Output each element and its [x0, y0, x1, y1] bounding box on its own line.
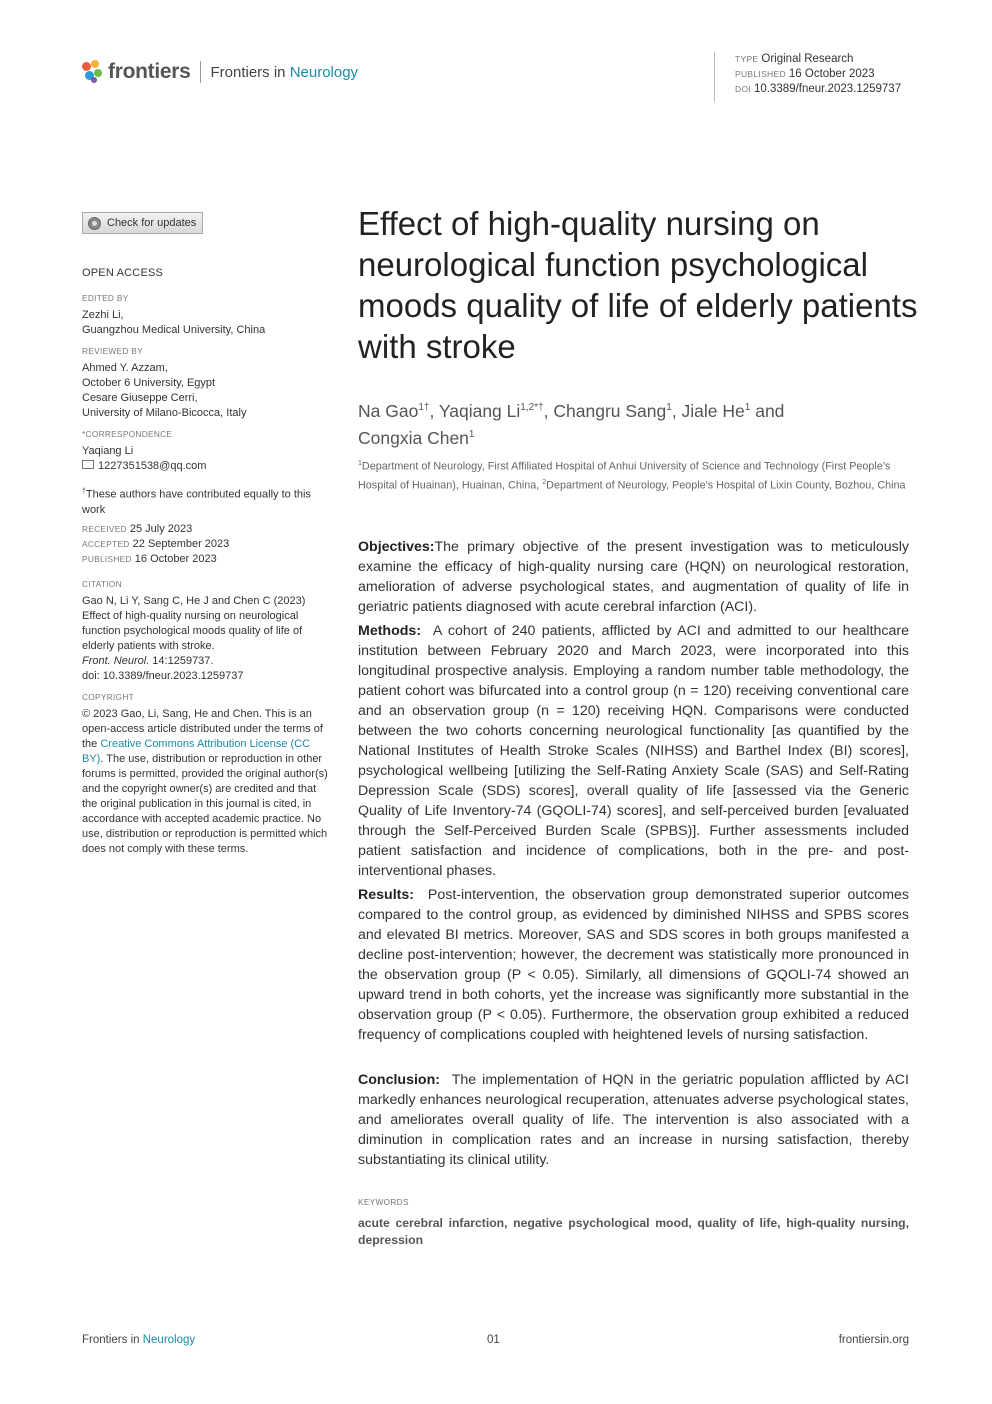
- author: Na Gao: [358, 400, 419, 421]
- edited-by-heading: EDITED BY: [82, 293, 129, 303]
- reviewed-by-heading: REVIEWED BY: [82, 346, 143, 356]
- copyright-text: © 2023 Gao, Li, Sang, He and Chen. This is an open-access article distributed under the terms of the Creative Commons Attribution License (CC BY). The use, distribution or reproduction in other forums is permitted, provided the original author(s) and the copyright owner(s) are credited and that the original publication in this journal is cited, in accordance with accepted academic practice. No use, distribution or reproduction is permitted which does not comply with these terms.: [82, 708, 328, 855]
- copyright-heading: COPYRIGHT: [82, 692, 135, 702]
- check-updates-label: Check for updates: [107, 217, 197, 229]
- logo-divider: [200, 61, 201, 83]
- date-published: PUBLISHED 16 October 2023: [82, 553, 217, 565]
- affiliations: $^1$Department of Neurology, First Affiliated Hospital of Anhui University of Science and Technology (First People's Hospital of Huainan), Huainan, China, $^2$Department of Neurology, People's Hospital of Lixin County, Bozhou, China: [358, 460, 906, 492]
- keywords-heading: KEYWORDS: [358, 1197, 409, 1207]
- article-title: Effect of high-quality nursing on neurological function psychological moods quality of life of elderly patients with stroke: [358, 205, 918, 365]
- reviewer-1-name: Ahmed Y. Azzam,: [82, 362, 168, 374]
- meta-type: TYPE Original Research: [735, 53, 854, 65]
- page-number: 01: [487, 1334, 500, 1346]
- reviewer-2-name: Cesare Giuseppe Cerri,: [82, 392, 198, 404]
- brand-name: frontiers: [108, 60, 191, 83]
- correspondence-email-row: [82, 459, 334, 474]
- open-access-label: OPEN ACCESS: [82, 267, 164, 279]
- author: Congxia Chen: [358, 427, 469, 448]
- citation-text: Gao N, Li Y, Sang C, He J and Chen C (2023) Effect of high-quality nursing on neurological function psychological moods quality of life of elderly patients with stroke. Front. Neurol. 14:1259737. doi: 10.3389/fneur.2023.1259737: [82, 595, 306, 682]
- footer-site-link[interactable]: frontiersin.org: [838, 1334, 909, 1346]
- reviewer-2-affiliation: University of Milano-Bicocca, Italy: [82, 407, 247, 419]
- citation-section: [82, 577, 334, 684]
- reviewed-by-section: [82, 344, 334, 421]
- journal-title: Frontiers in Neurology: [210, 63, 359, 81]
- abstract-methods: Methods: A cohort of 240 patients, afflicted by ACI and admitted to our healthcare institution between February 2020 and March 2023, were incorporated into this longitudinal prospective analysis. Employing a random number table methodology, the patient cohort was bifurcated into a control group (n = 120) receiving conventional care and an observation group (n = 120) receiving HQN. Comparisons were conducted between the two cohorts concerning neurological functionality [as quantified by the National Institutes of Health Stroke Scales (NIHSS) and Barthel Index (BI) scores], psychological wellbeing [utilizing the Self-Rating Anxiety Scale (SAS) and Self-Rating Depression Scale (SDS) scores], overall quality of life [assessed via the Generic Quality of Life Inventory-74 (GQOLI-74) scores], and self-perceived burden [evaluated through the Self-Perceived Burden Scale (SPBS)]. Further assessments included patient satisfaction and incidence of complications, both in the pre- and post-interventional phases.: [358, 623, 910, 879]
- author: Changru Sang: [553, 400, 667, 421]
- keywords: acute cerebral infarction, negative psychological mood, quality of life, high-quality nursing, depression: [358, 1216, 909, 1247]
- envelope-icon: [82, 460, 94, 469]
- editor-name: Zezhi Li,: [82, 309, 124, 321]
- abstract-results: Results: Post-intervention, the observation group demonstrated superior outcomes compared to the control group, as evidenced by diminished NIHSS and SPBS scores and elevated BI metrics. Moreover, SAS and SDS scores in both groups manifested a decline post-intervention; however, the decrement was statistically more pronounced in the observation group (P < 0.05). Similarly, all dimensions of GQOLI-74 showed an upward trend in both cohorts, yet the increase was significantly more substantial in the observation group (P < 0.05). Furthermore, the observation group exhibited a reduced frequency of complications coupled with heightened levels of nursing satisfaction.: [358, 887, 909, 1043]
- citation-heading: CITATION: [82, 579, 122, 589]
- frontiers-mark-icon: [82, 60, 104, 84]
- edited-by-section: [82, 291, 334, 338]
- author-list: Na Gao$^{1\dagger}$, Yaqiang $Li^{1,2*\dagger}$, Changru Sang$^1$, Jiale He$^1$ and Congxia Chen$^1$: [358, 400, 785, 448]
- copyright-section: [82, 690, 334, 857]
- correspondence-heading: *CORRESPONDENCE: [82, 429, 173, 439]
- article-meta: [714, 52, 901, 102]
- frontiers-logo[interactable]: [82, 60, 358, 84]
- editor-affiliation: Guangzhou Medical University, China: [82, 324, 266, 336]
- correspondence-section: [82, 427, 334, 474]
- reviewer-1-affiliation: October 6 University, Egypt: [82, 377, 216, 389]
- meta-published: PUBLISHED 16 October 2023: [735, 68, 875, 80]
- equal-contribution-note: †These authors have contributed equally to this work: [82, 488, 311, 516]
- check-updates-button[interactable]: [82, 212, 203, 234]
- author: Yaqiang Li: [438, 400, 521, 421]
- license-link[interactable]: Creative Commons Attribution License (CC BY): [82, 738, 311, 765]
- abstract-conclusion: Conclusion: The implementation of HQN in the geriatric population afflicted by ACI markedly enhances neurological recuperation, attenuates adverse psychological states, and ameliorates overall quality of life. The intervention is also associated with a diminution in complication rates and an increase in nursing satisfaction, thereby substantiating its clinical utility.: [358, 1072, 909, 1168]
- author: Jiale He: [681, 400, 745, 421]
- date-accepted: ACCEPTED 22 September 2023: [82, 538, 230, 550]
- abstract-objectives: Objectives:The primary objective of the present investigation was to meticulously examine the efficacy of high-quality nursing care (HQN) on neurological restoration, amelioration of adverse psychological states, and augmentation of quality of life in geriatric patients diagnosed with acute cerebral infarction (ACI).: [358, 539, 909, 615]
- footer-journal[interactable]: Frontiers in Neurology: [82, 1334, 196, 1346]
- check-updates-icon: [88, 217, 101, 230]
- meta-doi: DOI 10.3389/fneur.2023.1259737: [735, 83, 902, 95]
- correspondence-name: Yaqiang Li: [82, 445, 134, 457]
- correspondence-email[interactable]: 1227351538@qq.com: [98, 460, 207, 472]
- dates-section: [82, 522, 334, 567]
- date-received: RECEIVED 25 July 2023: [82, 523, 193, 535]
